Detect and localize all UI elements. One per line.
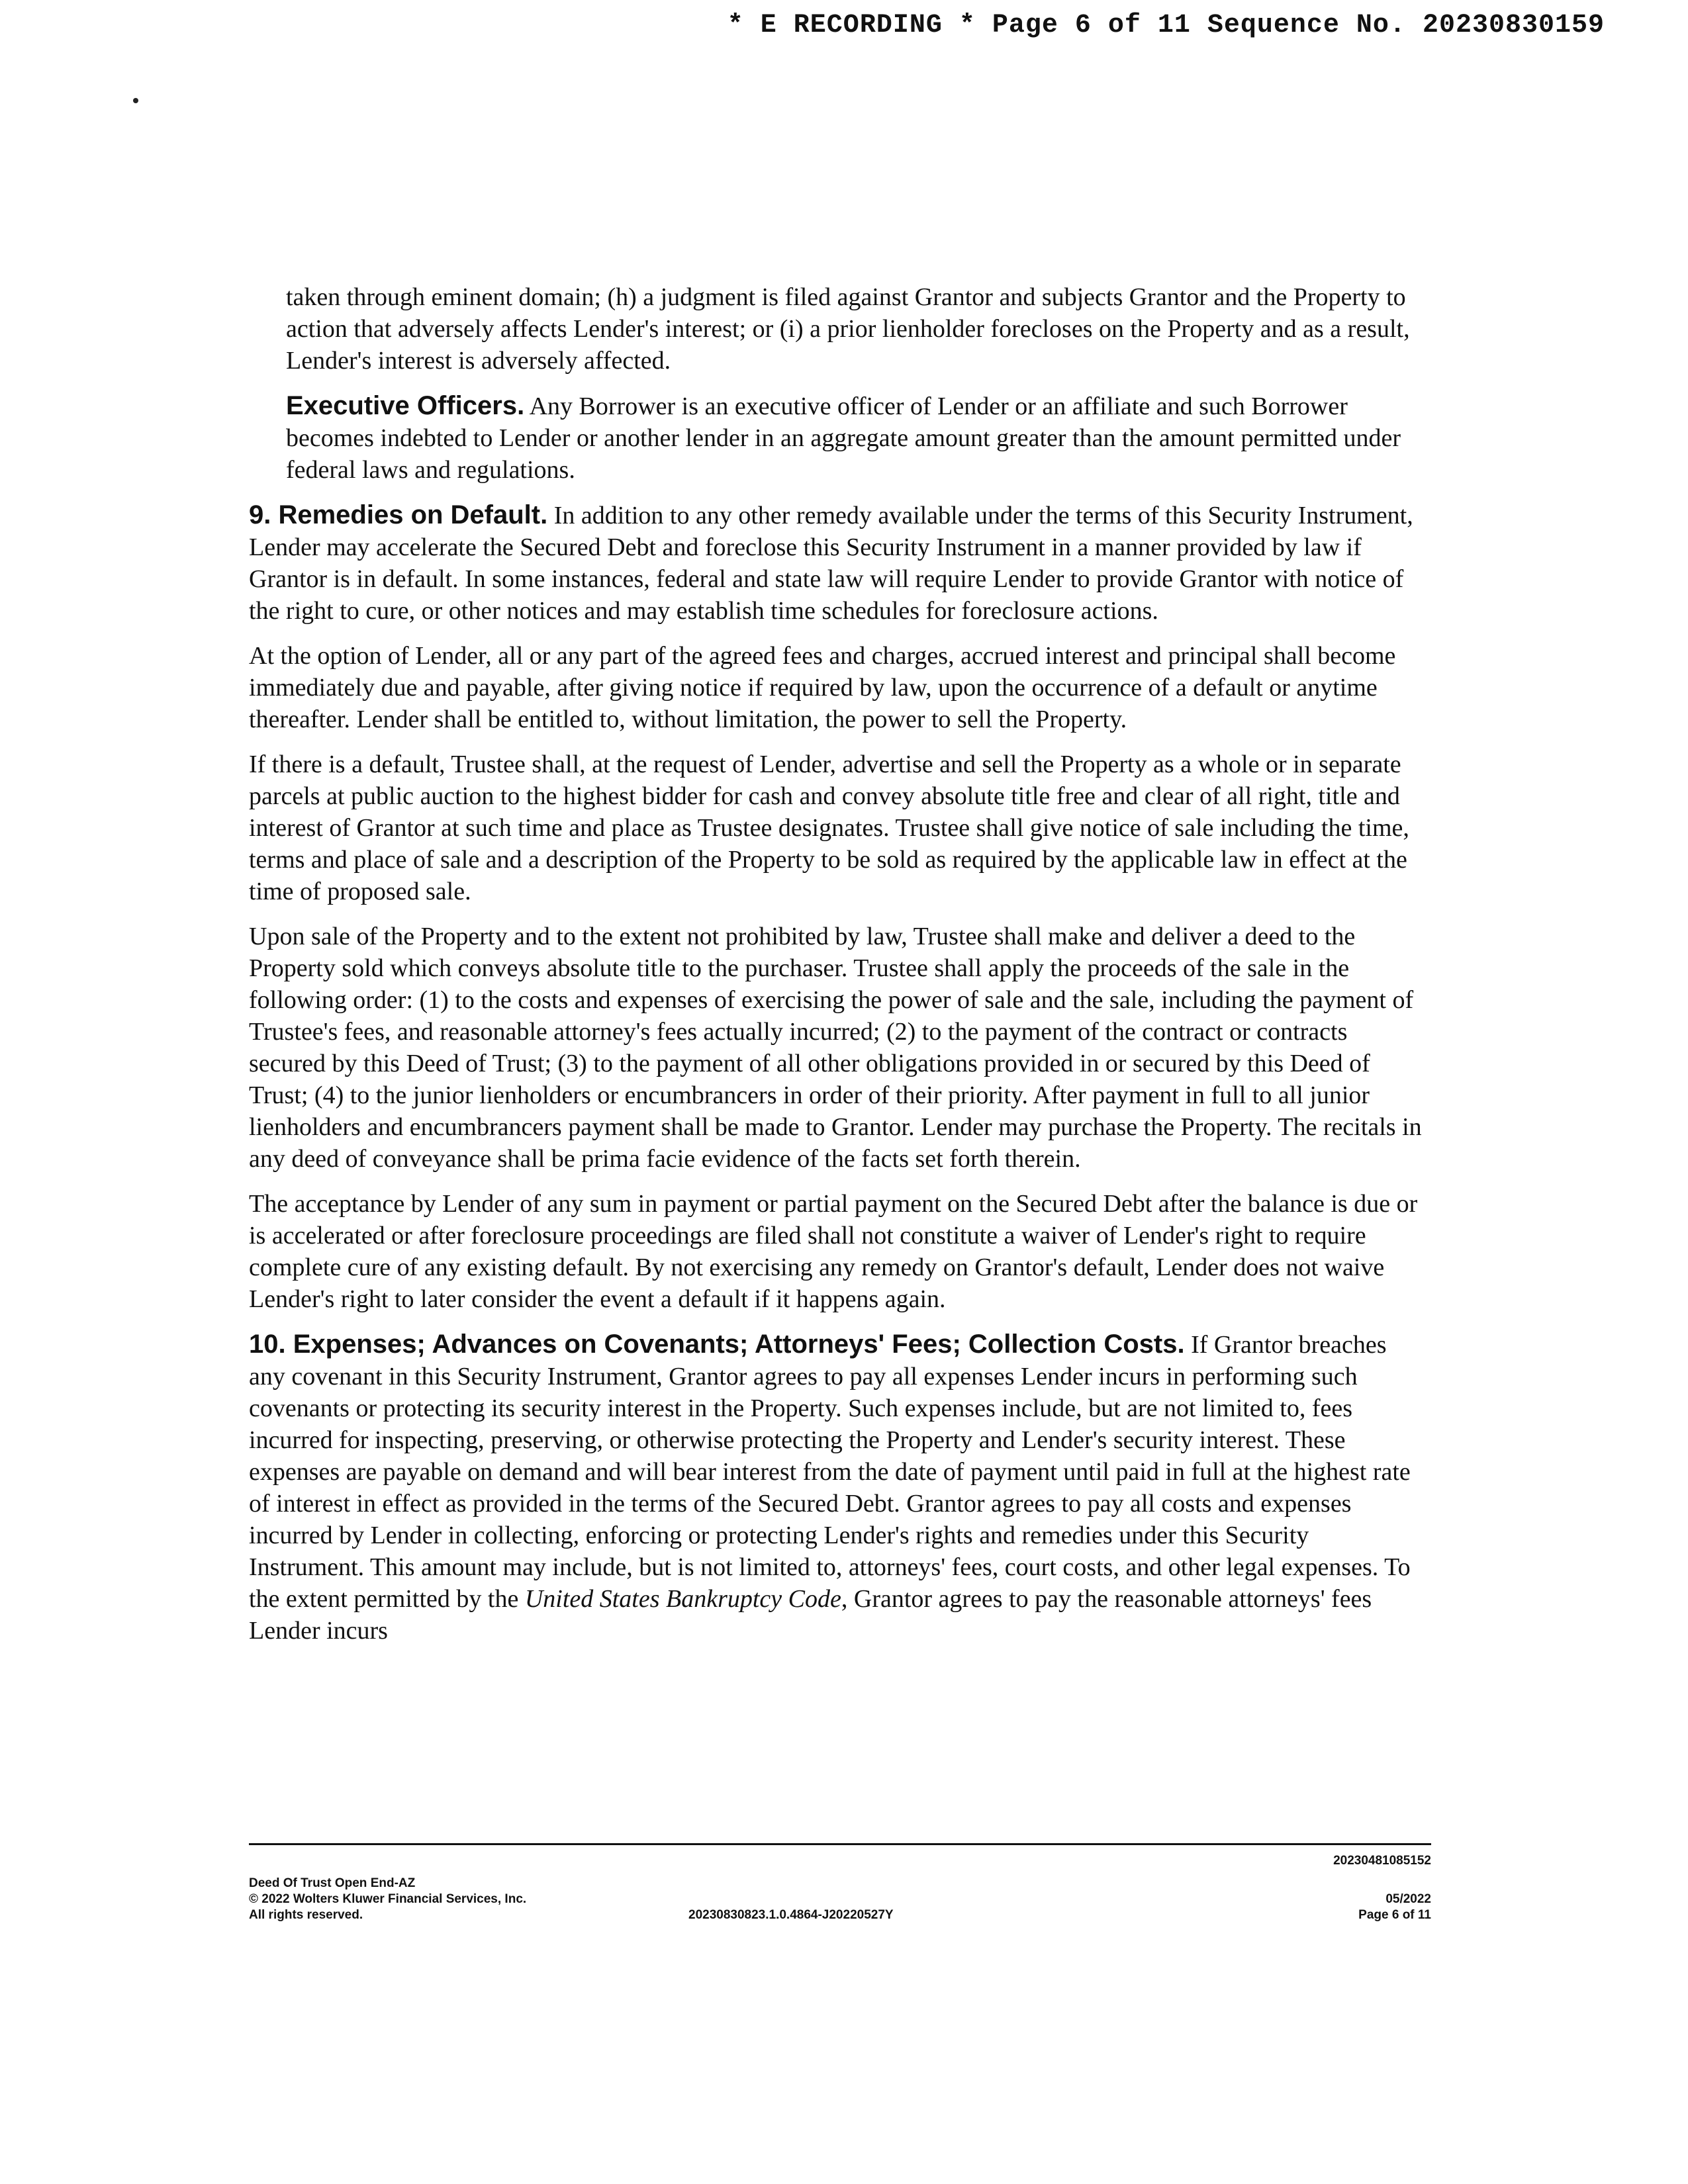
footer-left	[249, 1876, 526, 1923]
document-body	[249, 281, 1429, 1647]
scan-mark-dot	[133, 98, 138, 103]
footer-form-name: Deed Of Trust Open End-AZ	[249, 1876, 416, 1890]
executive-officers-text: Any Borrower is an executive officer of Lender or an affiliate and such Borrower becomes indebted to Lender or another lender in an aggregate amount greater than the amount permitted under federal laws and regulations.	[286, 392, 1401, 484]
paragraph-acceptance: The acceptance by Lender of any sum in payment or partial payment on the Secured Debt after the balance is due or is accelerated or after foreclosure proceedings are filed shall not constitute a waiver of Lender's right to require complete cure of any existing default. By not exercising any remedy on Grantor's default, Lender does not waive Lender's right to later consider the event a default if it happens again.	[249, 1190, 1418, 1313]
page-footer	[249, 1853, 1431, 1933]
recording-header: * E RECORDING * Page 6 of 11 Sequence No. 20230830159	[727, 11, 1605, 40]
executive-officers-heading: Executive Officers.	[286, 391, 525, 420]
section-9-text: In addition to any other remedy available under the terms of this Security Instrument, Lender may accelerate the Secured Debt and foreclose this Security Instrument in a manner provided by law if Grantor is in default. In some instances, federal and state law will require Lender to provide Grantor with notice of the right to cure, or other notices and may establish time schedules for foreclosure actions.	[249, 502, 1413, 625]
paragraph-default-continuation: taken through eminent domain; (h) a judgment is filed against Grantor and subjects Grantor and the Property to action that adversely affects Lender's interest; or (i) a prior lienholder forecloses on the Property and as a result, Lender's interest is adversely affected.	[286, 283, 1410, 375]
section-10-tail: , Grantor agrees to pay the reasonable attorneys' fees Lender incurs	[249, 1585, 1372, 1645]
paragraph-upon-sale: Upon sale of the Property and to the extent not prohibited by law, Trustee shall make and deliver a deed to the Property sold which conveys absolute title to the purchaser. Trustee shall apply the proceeds of the sale in the following order: (1) to the costs and expenses of exercising the power of sale and the sale, including the payment of Trustee's fees, and reasonable attorney's fees actually incurred; (2) to the payment of the contract or contracts secured by this Deed of Trust; (3) to the payment of all other obligations provided in or secured by this Deed of Trust; (4) to the junior lienholders or encumbrancers in order of their priority. After payment in full to all junior lienholders and encumbrancers payment shall be made to Grantor. Lender may purchase the Property. The recitals in any deed of conveyance shall be prima facie evidence of the facts set forth therein.	[249, 923, 1422, 1173]
footer-right	[1358, 1891, 1431, 1923]
section-9-heading: 9. Remedies on Default.	[249, 500, 548, 529]
footer-page-number: Page 6 of 11	[1358, 1908, 1431, 1922]
paragraph-executive-officers	[249, 390, 1429, 486]
section-9-remedies	[249, 499, 1429, 627]
paragraph-lender-option: At the option of Lender, all or any part of the agreed fees and charges, accrued interest and principal shall become immediately due and payable, after giving notice if required by law, upon the occurrence of a default or anytime thereafter. Lender shall be entitled to, without limitation, the power to sell the Property.	[249, 642, 1396, 733]
footer-rights: All rights reserved.	[249, 1908, 363, 1922]
section-10-expenses	[249, 1328, 1429, 1647]
paragraph-trustee-sale: If there is a default, Trustee shall, at the request of Lender, advertise and sell the Property as a whole or in separate parcels at public auction to the highest bidder for cash and convey absolute title free and clear of all right, title and interest of Grantor at such time and place as Trustee designates. Trustee shall give notice of sale including the time, terms and place of sale and a description of the Property to be sold as required by the applicable law in effect at the time of proposed sale.	[249, 751, 1409, 905]
footer-doc-code: 20230830823.1.0.4864-J20220527Y	[688, 1908, 894, 1922]
footer-copyright: © 2022 Wolters Kluwer Financial Services, Inc.	[249, 1892, 527, 1906]
bankruptcy-code-reference: United States Bankruptcy Code	[524, 1585, 841, 1613]
footer-form-date: 05/2022	[1385, 1892, 1431, 1906]
footer-loan-number: 20230481085152	[1333, 1854, 1431, 1868]
section-10-heading: 10. Expenses; Advances on Covenants; Attorneys' Fees; Collection Costs.	[249, 1330, 1185, 1359]
section-10-text: If Grantor breaches any covenant in this Security Instrument, Grantor agrees to pay all expenses Lender incurs in performing such covenants or protecting its security interest in the Property. Such expenses include, but are not limited to, fees incurred for inspecting, preserving, or otherwise protecting the Property and Lender's security interest. These expenses are payable on demand and will bear interest from the date of payment until paid in full at the highest rate of interest in effect as provided in the terms of the Secured Debt. Grantor agrees to pay all costs and expenses incurred by Lender in collecting, enforcing or protecting Lender's rights and remedies under this Security Instrument. This amount may include, but is not limited to, attorneys' fees, court costs, and other legal expenses. To the extent permitted by the	[249, 1331, 1411, 1613]
footer-divider	[249, 1843, 1431, 1845]
